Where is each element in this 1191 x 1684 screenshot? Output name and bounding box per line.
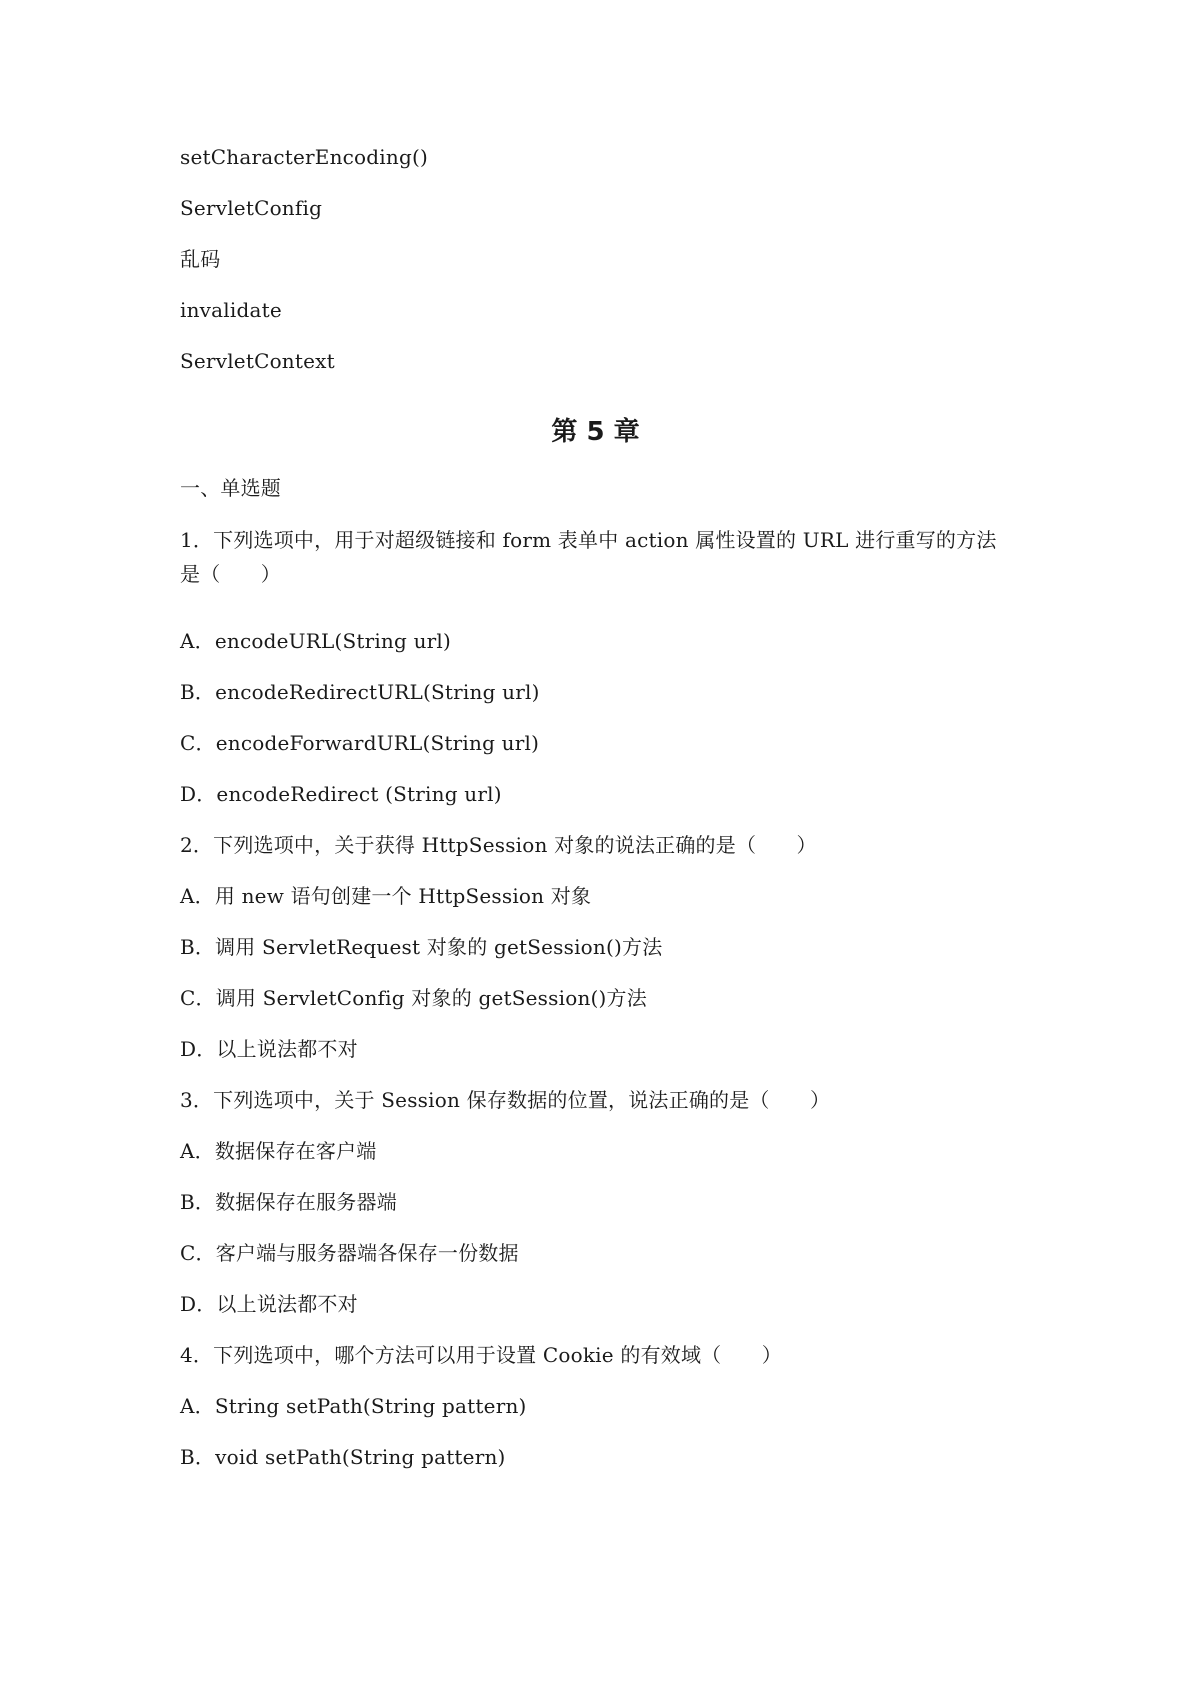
- option: B．encodeRedirectURL(String url): [180, 680, 540, 704]
- option: C．调用 ServletConfig 对象的 getSession()方法: [180, 986, 647, 1010]
- question-stem: 1．下列选项中，用于对超级链接和 form 表单中 action 属性设置的 URL 进行重写的方法是（ ）: [180, 528, 997, 586]
- question-stem: 4．下列选项中，哪个方法可以用于设置 Cookie 的有效域（ ）: [180, 1343, 782, 1367]
- option: B．调用 ServletRequest 对象的 getSession()方法: [180, 935, 663, 959]
- chapter-title: 第 5 章: [551, 417, 640, 447]
- answer-line: 乱码: [180, 247, 221, 271]
- answer-line: ServletContext: [180, 349, 335, 373]
- question-stem: 2．下列选项中，关于获得 HttpSession 对象的说法正确的是（ ）: [180, 833, 817, 857]
- question-stem: 3．下列选项中，关于 Session 保存数据的位置，说法正确的是（ ）: [180, 1088, 831, 1112]
- option: C．encodeForwardURL(String url): [180, 731, 540, 755]
- option: A．encodeURL(String url): [180, 629, 452, 653]
- option: D．encodeRedirect (String url): [180, 782, 502, 806]
- answer-line: invalidate: [180, 298, 282, 322]
- option: D．以上说法都不对: [180, 1037, 358, 1061]
- answer-line: ServletConfig: [180, 196, 323, 220]
- option: A．数据保存在客户端: [180, 1139, 377, 1163]
- answer-line: setCharacterEncoding(): [180, 145, 428, 169]
- option: A．String setPath(String pattern): [180, 1394, 527, 1418]
- option: D．以上说法都不对: [180, 1292, 358, 1316]
- option: C．客户端与服务器端各保存一份数据: [180, 1241, 519, 1265]
- option: A．用 new 语句创建一个 HttpSession 对象: [180, 884, 592, 908]
- section-title: 一、单选题: [180, 476, 281, 500]
- option: B．数据保存在服务器端: [180, 1190, 397, 1214]
- option: B．void setPath(String pattern): [180, 1445, 506, 1469]
